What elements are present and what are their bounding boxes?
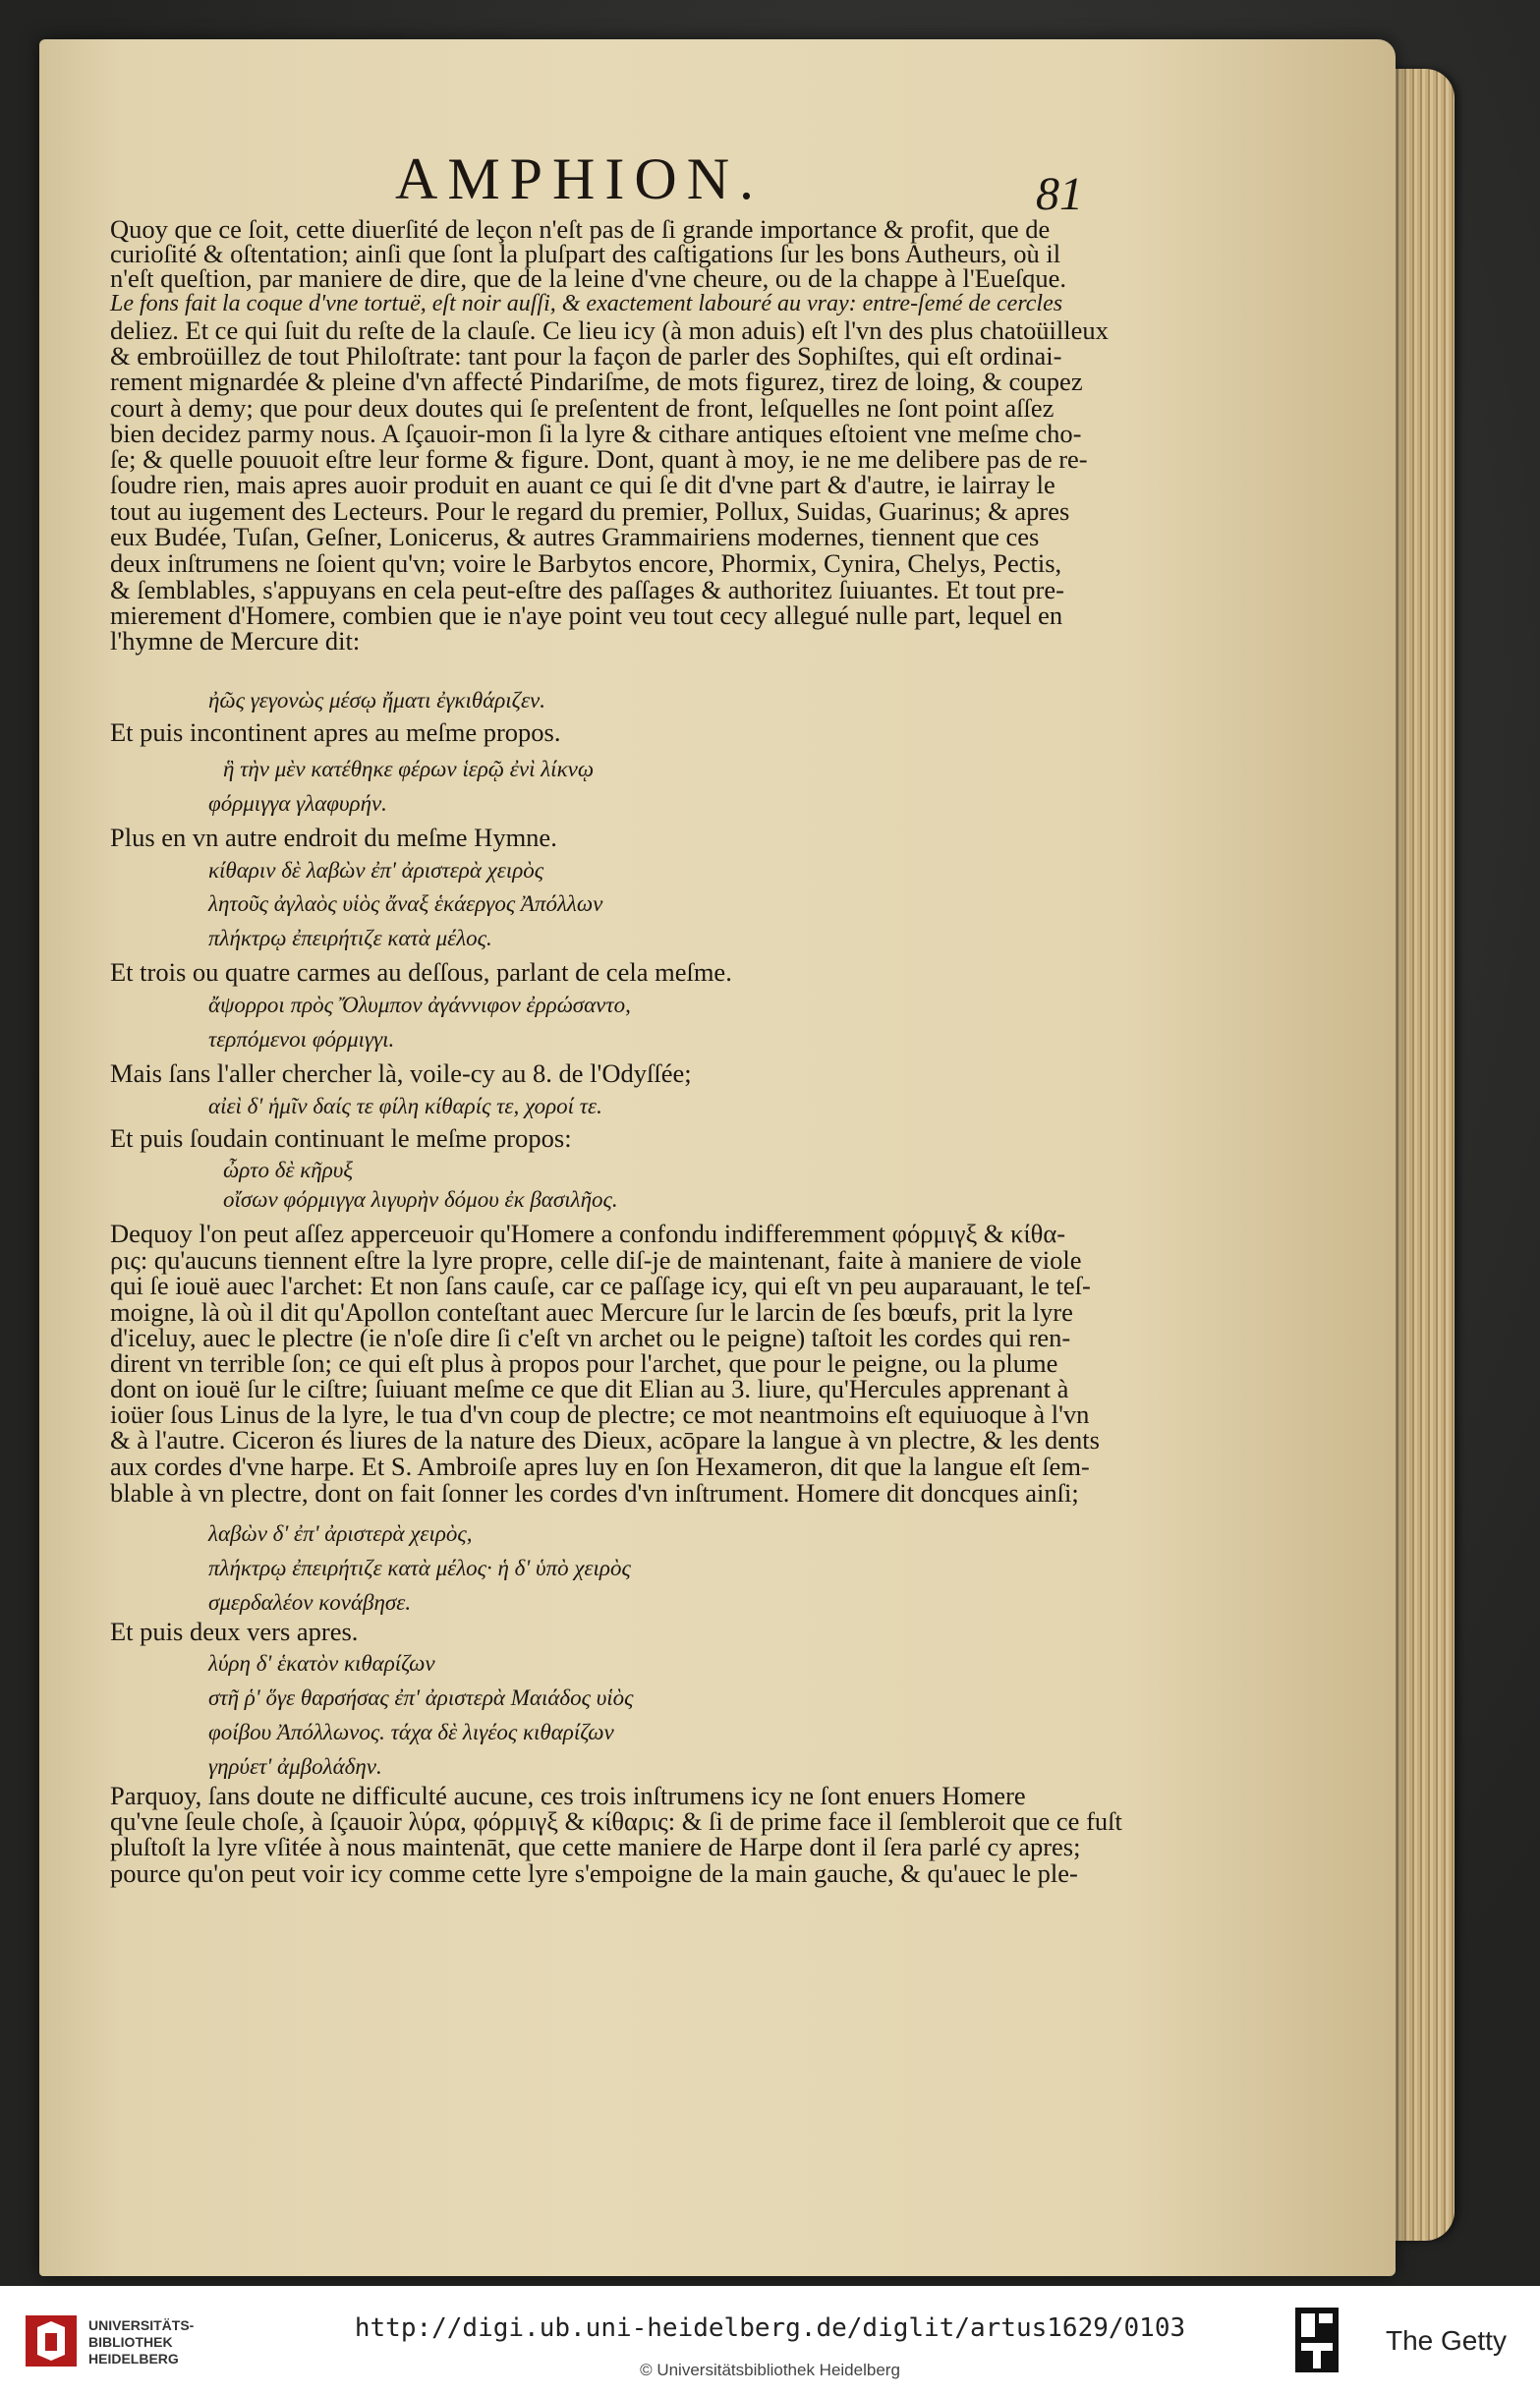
- text-line: qui ſe iouë auec l'archet: Et non ſans cauſe, car ce paſſage icy, qui eſt vn peu auparauant, le teſ-: [110, 1271, 1091, 1300]
- partner-name: The Getty: [1386, 2325, 1507, 2356]
- greek-verse: κίθαριν δὲ λαβὼν ἐπ' ἀριστερὰ χειρὸς: [208, 858, 544, 883]
- greek-verse: τερπόμενοι φόρμιγγι.: [208, 1027, 395, 1052]
- greek-verse: φοίβου Ἀπόλλωνος. τάχα δὲ λιγέος κιθαρίζων: [208, 1720, 614, 1744]
- text-line: Mais ſans l'aller chercher là, voile-cy au 8. de l'Odyſſée;: [110, 1058, 692, 1088]
- text-line: Quoy que ce ſoit, cette diuerſité de leçon n'eſt pas de ſi grande importance & profit, que de: [110, 214, 1051, 244]
- text-line: Le fons fait la coque d'vne tortuë, eſt noir auſſi, & exactement labouré au vray: entre-ſemé de cercles: [110, 291, 1063, 316]
- text-line: court à demy; que pour deux doutes qui ſe preſentent de front, leſquelles ne ſont point aſſez: [110, 393, 1055, 423]
- running-head: AMPHION.: [395, 146, 765, 211]
- greek-verse: πλήκτρῳ ἐπειρήτιζε κατὰ μέλος.: [208, 926, 492, 950]
- text-line: mierement d'Homere, combien que ie n'aye point veu tout cecy allegué nulle part, lequel en: [110, 600, 1063, 630]
- greek-verse: πλήκτρῳ ἐπειρήτιζε κατὰ μέλος· ἡ δ' ὑπὸ χειρὸς: [208, 1556, 631, 1580]
- greek-verse: γηρύετ' ἀμβολάδην.: [208, 1754, 382, 1779]
- page-text-block: [110, 0, 1122, 2286]
- text-line: aux cordes d'vne harpe. Et S. Ambroiſe apres luy en ſon Hexameron, dit que la langue eſt ſem-: [110, 1452, 1090, 1481]
- text-line: bien decidez parmy nous. A ſçauoir-mon ſi la lyre & cithare antiques eſtoient vne meſme cho-: [110, 419, 1082, 448]
- text-line: pource qu'on peut voir icy comme cette lyre s'empoigne de la main gauche, & qu'auec le ple-: [110, 1858, 1078, 1888]
- text-line: moigne, là où il dit qu'Apollon conteſtant auec Mercure ſur le larcin de ſes bœufs, prit la lyre: [110, 1297, 1073, 1327]
- text-line: n'eſt queſtion, par maniere de dire, que de la leine d'vne cheure, ou de la chappe à l'Eueſque.: [110, 263, 1067, 293]
- text-line: dont on iouë ſur le ciſtre; ſuiuant meſme ce que dit Elian au 3. liure, qu'Hercules apprenant à: [110, 1374, 1069, 1403]
- text-line: ρις: qu'aucuns tiennent eſtre la lyre propre, celle diſ-je de maintenant, faite à maniere de viole: [110, 1245, 1082, 1275]
- greek-verse: ἄψορροι πρὸς Ὄλυμπον ἀγάννιφον ἐρρώσαντο,: [208, 993, 631, 1017]
- greek-verse: φόρμιγγα γλαφυρήν.: [208, 791, 387, 816]
- greek-verse: στῆ ῥ' ὅγε θαρσήσας ἐπ' ἀριστερὰ Μαιάδος υἱὸς: [208, 1685, 634, 1710]
- text-line: l'hymne de Mercure dit:: [110, 626, 361, 656]
- text-line: Plus en vn autre endroit du meſme Hymne.: [110, 823, 557, 852]
- text-line: Et puis incontinent apres au meſme propos.: [110, 717, 561, 747]
- text-line: qu'vne ſeule choſe, à ſçauoir λύρα, φόρμιγξ & κίθαρις: & ſi de prime face il ſembleroit que ce fuſt: [110, 1806, 1122, 1836]
- greek-verse: σμερδαλέον κονάβησε.: [208, 1590, 412, 1615]
- text-line: & ſemblables, s'appuyans en cela peut-eſtre des paſſages & authoritez ſuiuantes. Et tout pre-: [110, 575, 1064, 604]
- greek-verse: λύρη δ' ἑκατὸν κιθαρίζων: [208, 1651, 435, 1676]
- text-line: pluſtoſt la lyre vſitée à nous maintenāt, que cette maniere de Harpe dont il ſera parlé cy apres;: [110, 1832, 1081, 1861]
- text-line: curioſité & oſtentation; ainſi que ſont la pluſpart des caſtigations ſur les bons Autheurs, où il: [110, 239, 1061, 268]
- page-number: 81: [1036, 168, 1083, 220]
- greek-verse: οἴσων φόρμιγγα λιγυρὴν δόμου ἐκ βασιλῆος.: [223, 1187, 618, 1212]
- getty-logo-icon[interactable]: [1295, 2308, 1339, 2372]
- library-name: UNIVERSITÄTS- BIBLIOTHEK HEIDELBERG: [88, 2317, 195, 2367]
- text-line: deliez. Et ce qui ſuit du reſte de la clauſe. Ce lieu icy (à mon aduis) eſt l'vn des plus chatoüilleux: [110, 315, 1109, 345]
- text-line: Et puis deux vers apres.: [110, 1617, 359, 1646]
- text-line: tout au iugement des Lecteurs. Pour le regard du premier, Pollux, Suidas, Guarinus; & apres: [110, 496, 1070, 526]
- greek-verse: λητοῦς ἀγλαὸς υἱὸς ἄναξ ἑκάεργος Ἀπόλλων: [208, 891, 603, 916]
- text-line: d'iceluy, auec le plectre (ie n'oſe dire ſi c'eſt vn archet ou le peigne) taſtoit les cordes qui ren-: [110, 1323, 1071, 1352]
- text-line: ſe; & quelle pouuoit eſtre leur forme & figure. Dont, quant à moy, ie ne me delibere pas de re-: [110, 444, 1088, 474]
- text-line: Parquoy, ſans doute ne difficulté aucune, ces trois inſtrumens icy ne ſont enuers Homere: [110, 1781, 1026, 1810]
- text-line: & embroüillez de tout Philoſtrate: tant pour la façon de parler des Sophiſtes, qui eſt ordinai-: [110, 341, 1062, 371]
- permalink-url[interactable]: http://digi.ub.uni-heidelberg.de/diglit/artus1629/0103: [354, 2313, 1186, 2343]
- text-line: & à l'autre. Ciceron és liures de la nature des Dieux, acōpare la langue à vn plectre, & les dents: [110, 1425, 1100, 1455]
- viewer-footer: [0, 2286, 1540, 2396]
- text-line: eux Budée, Tuſan, Geſner, Lonicerus, & autres Grammairiens modernes, tiennent que ces: [110, 522, 1040, 551]
- greek-verse: ἣ τὴν μὲν κατέθηκε φέρων ἱερῷ ἐνὶ λίκνῳ: [223, 757, 595, 781]
- text-line: blable à vn plectre, dont on fait ſonner les cordes d'vn inſtrument. Homere dit doncques ainſi;: [110, 1478, 1079, 1508]
- text-line: Et trois ou quatre carmes au deſſous, parlant de cela meſme.: [110, 957, 732, 987]
- copyright-notice: © Universitätsbibliothek Heidelberg: [640, 2361, 900, 2379]
- text-line: dirent vn terrible ſon; ce qui eſt plus à propos pour l'archet, que pour le peigne, ou la plume: [110, 1348, 1058, 1378]
- greek-verse: ἠῶς γεγονὼς μέσῳ ἤματι ἐγκιθάριζεν.: [208, 688, 545, 713]
- greek-verse: αἰεὶ δ' ἡμῖν δαίς τε φίλη κίθαρίς τε, χοροί τε.: [208, 1094, 602, 1118]
- text-line: deux inſtrumens ne ſoient qu'vn; voire le Barbytos encore, Phormix, Cynira, Chelys, Pectis,: [110, 548, 1062, 578]
- text-line: Dequoy l'on peut aſſez apperceuoir qu'Homere a confondu indifferemment φόρμιγξ & κίθα-: [110, 1219, 1066, 1248]
- text-line: rement mignardée & pleine d'vn affecté Pindariſme, de mots figurez, tirez de loing, & coupez: [110, 367, 1083, 396]
- book-page-edges: [1386, 69, 1454, 2241]
- greek-verse: λαβὼν δ' ἐπ' ἀριστερὰ χειρὸς,: [208, 1521, 473, 1546]
- text-line: ioüer ſous Linus de la lyre, le tua d'vn coup de plectre; ce mot neantmoins eſt equiuoque à l'vn: [110, 1399, 1090, 1429]
- greek-verse: ὦρτο δὲ κῆρυξ: [223, 1158, 354, 1182]
- text-line: ſoudre rien, mais apres auoir produit en auant ce qui ſe dit d'vne part & d'autre, ie lairray le: [110, 470, 1055, 499]
- text-line: Et puis ſoudain continuant le meſme propos:: [110, 1123, 572, 1153]
